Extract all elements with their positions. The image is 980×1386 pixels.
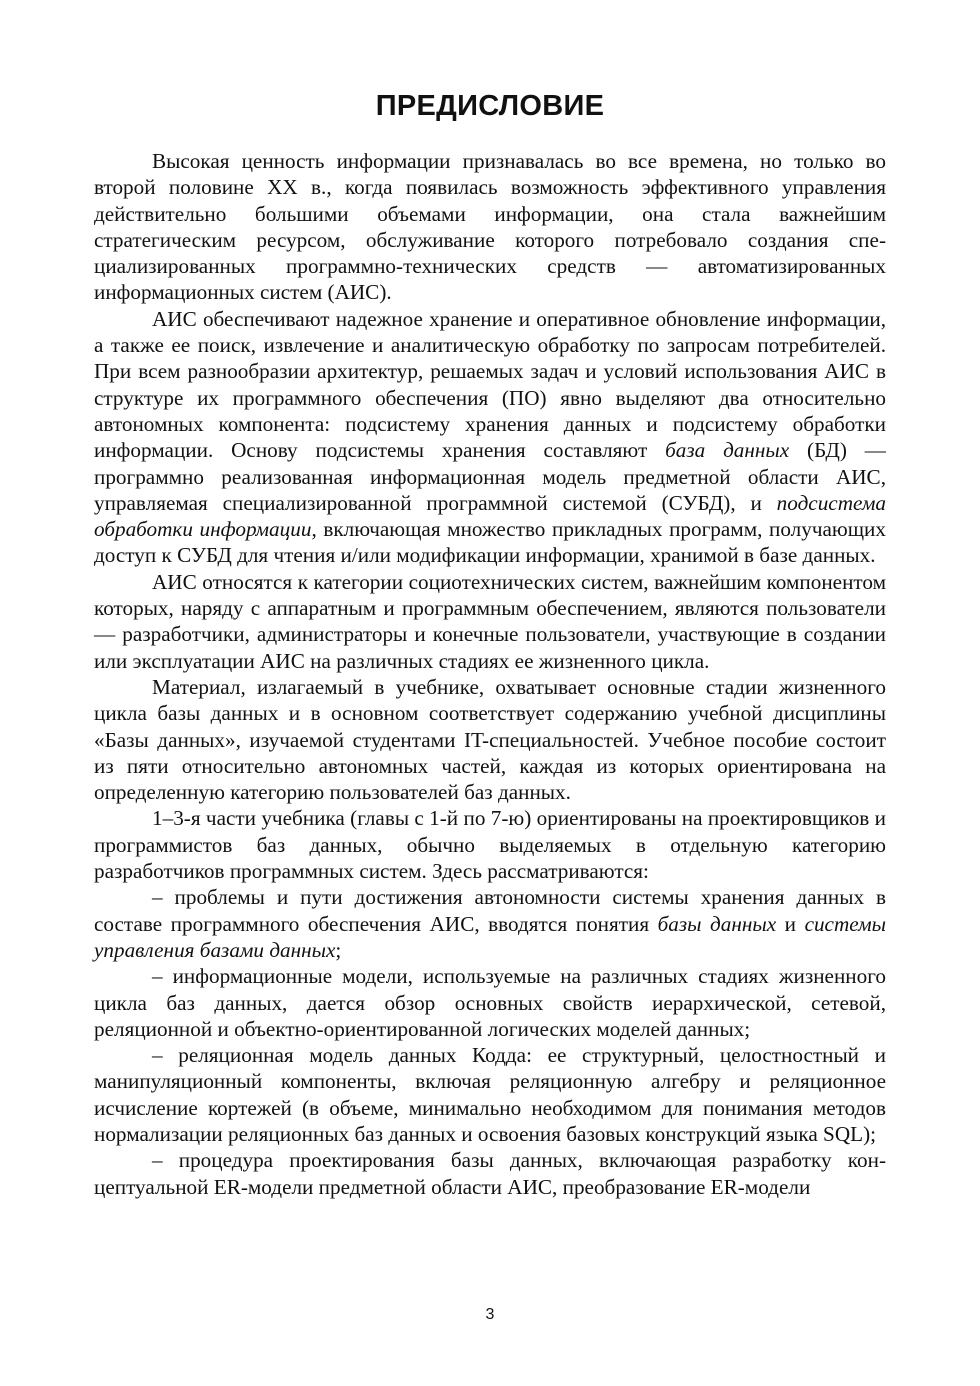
italic-term: системы управления базами данных	[94, 911, 887, 962]
paragraph-text: 1–3-я части учебника (главы с 1-й по 7-ю) ориентированы на проектировщиков и программистов баз данных, обычно выделяемых в отдельную категорию разработчиков программных систем. Здесь рассматриваются:	[94, 806, 886, 884]
italic-term: база данных	[665, 438, 790, 463]
paragraph-text: – процедура проектирования базы данных, включающая разработку концептуальной ER-модели предметной области АИС, преобразование ER-модели	[94, 1148, 886, 1199]
paragraph-text: Материал, излагаемый в учебнике, охватывает основные стадии жизненного цикла базы данных и в основном соответствует содержанию учебной дисциплины «Базы данных», изучаемой студентами IT-специальностей. Учебное пособие состоит из пяти относительно автономных частей, каждая из которых ориентирована на определенную категорию пользователей баз данных.	[94, 674, 886, 805]
paragraph-5	[94, 805, 886, 884]
paragraph-1	[94, 148, 886, 306]
paragraph-2	[94, 306, 886, 569]
paragraph-text: ;	[335, 937, 342, 962]
list-item-4	[94, 1147, 886, 1200]
paragraph-text: Высокая ценность информации признавалась во все времена, но только во второй половине XX в., когда появилась возможность эффективного управления действительно большими объемами информации, она стала важнейшим стратегическим ресурсом, обслуживание которого потребовало создания специализированных программно-технических средств — автоматизированных информационных систем (АИС).	[94, 149, 886, 305]
list-item-1	[94, 884, 886, 963]
page-number: 3	[485, 1306, 495, 1323]
paragraph-text: – проблемы и пути достижения автономности системы хранения данных в составе программного обеспечения АИС, вводятся понятия	[94, 885, 886, 936]
body-text	[94, 148, 886, 1200]
italic-term: базы данных	[657, 911, 777, 936]
paragraph-text: АИС относятся к категории социотехнических систем, важнейшим компонентом которых, наряду с аппаратным и программным обеспечением, являются пользователи — разработчики, администраторы и конечные пользователи, участвующие в создании или эксплуатации АИС на различных стадиях ее жизненного цикла.	[94, 569, 886, 673]
paragraph-3	[94, 569, 886, 674]
list-item-2	[94, 963, 886, 1042]
list-item-3	[94, 1042, 886, 1147]
paragraph-text: и	[776, 911, 805, 936]
paragraph-text: – информационные модели, используемые на различных стадиях жизненного цикла баз данных, дается обзор основных свойств иерархической, сетевой, реляционной и объектно-ориентированной логических моделей данных;	[94, 964, 886, 1041]
paragraph-text: – реляционная модель данных Кодда: ее структурный, целостностный и манипуляционный компоненты, включая реляционную алгебру и реляционное исчисление кортежей (в объеме, минимально необходимом для понимания методов нормализации реляционных баз данных и освоения базовых конструкций языка SQL);	[94, 1043, 886, 1146]
italic-term: подсистема обработки информации	[94, 490, 886, 542]
paragraph-4	[94, 674, 886, 805]
paragraph-text: АИС обеспечивают надежное хранение и оперативное обновление информации, а также ее поиск, извлечение и аналитическую обработку по запросам потребителей. При всем разнообразии архитектур, решаемых задач и условий использования АИС в структуре их программного обеспечения (ПО) явно выделяют два относительно автономных компонента: подсистему хранения данных и подсистему обработки информации. Основу подсистемы хранения составляют	[94, 306, 886, 463]
paragraph-text: (БД) — программно реализованная информационная модель предметной области АИС, управляемая специализированной программной системой (СУБД), и	[94, 438, 886, 515]
paragraph-text: , включающая множество прикладных программ, получающих доступ к СУБД для чтения и/или модификации информации, хранимой в базе данных.	[94, 517, 886, 568]
page-title: ПРЕДИСЛОВИЕ	[375, 90, 605, 122]
